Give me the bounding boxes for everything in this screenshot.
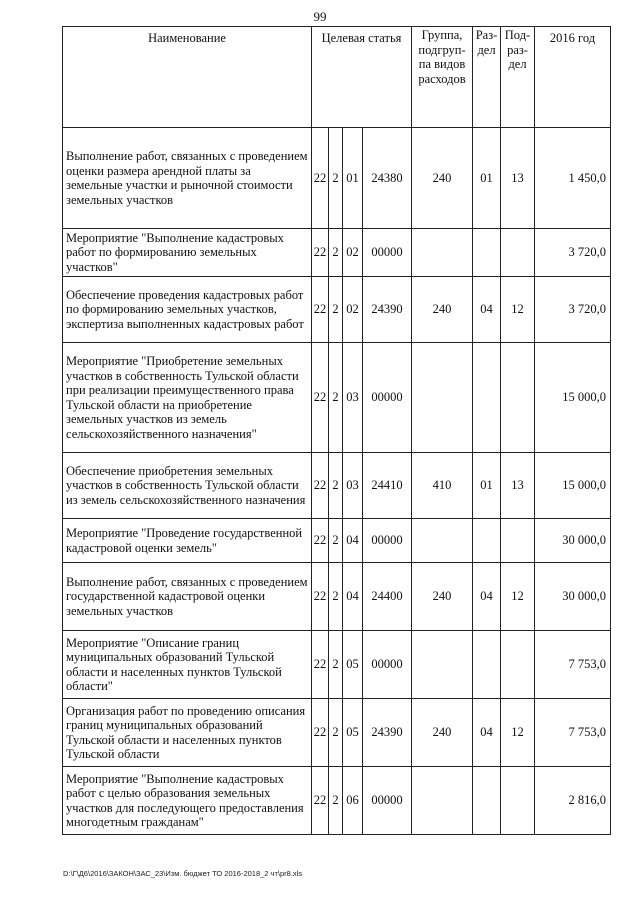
target-event: 06	[343, 767, 363, 835]
table-header-row	[63, 27, 611, 128]
subsection-code	[501, 343, 535, 453]
section-code	[473, 519, 501, 563]
target-program: 22	[312, 519, 329, 563]
section-code: 04	[473, 699, 501, 767]
target-direction: 00000	[363, 767, 412, 835]
target-program: 22	[312, 631, 329, 699]
target-event: 05	[343, 631, 363, 699]
subsection-code: 12	[501, 563, 535, 631]
target-event: 04	[343, 563, 363, 631]
target-event: 02	[343, 277, 363, 343]
row-name: Выполнение работ, связанных с проведением оценки размера арендной платы за земельные участки и рыночной стоимости земельных участков	[63, 128, 312, 229]
header-target: Целевая статья	[312, 27, 412, 128]
section-code: 01	[473, 128, 501, 229]
target-direction: 00000	[363, 229, 412, 277]
table-row	[63, 699, 611, 767]
target-program: 22	[312, 128, 329, 229]
table-row	[63, 767, 611, 835]
subsection-code: 13	[501, 453, 535, 519]
amount-2016: 3 720,0	[535, 277, 611, 343]
amount-2016: 30 000,0	[535, 519, 611, 563]
header-group: Группа, подгруп-па видов расходов	[412, 27, 473, 128]
target-subprogram: 2	[329, 767, 343, 835]
row-name: Мероприятие "Приобретение земельных участков в собственность Тульской области при реализации преимущественного права Тульской области на приобретение земельных участков из земель сельскохозяйственного назначения"	[63, 343, 312, 453]
amount-2016: 30 000,0	[535, 563, 611, 631]
target-direction: 24380	[363, 128, 412, 229]
section-code	[473, 229, 501, 277]
target-program: 22	[312, 699, 329, 767]
target-subprogram: 2	[329, 277, 343, 343]
expense-group: 410	[412, 453, 473, 519]
row-name: Выполнение работ, связанных с проведением государственной кадастровой оценки земельных участков	[63, 563, 312, 631]
target-program: 22	[312, 229, 329, 277]
subsection-code	[501, 229, 535, 277]
target-program: 22	[312, 277, 329, 343]
table-row	[63, 128, 611, 229]
target-program: 22	[312, 453, 329, 519]
subsection-code: 13	[501, 128, 535, 229]
footer-file-path: D:\Г\Д6\2016\ЗАКОН\ЗАС_23\Изм. бюджет ТО 2016-2018_2 чт\pr8.xls	[63, 869, 303, 878]
amount-2016: 1 450,0	[535, 128, 611, 229]
section-code: 04	[473, 277, 501, 343]
table-row	[63, 277, 611, 343]
target-subprogram: 2	[329, 229, 343, 277]
expense-group: 240	[412, 699, 473, 767]
target-program: 22	[312, 767, 329, 835]
table-row	[63, 631, 611, 699]
subsection-code	[501, 767, 535, 835]
target-subprogram: 2	[329, 563, 343, 631]
target-event: 05	[343, 699, 363, 767]
expense-group: 240	[412, 563, 473, 631]
page-number: 99	[313, 9, 327, 24]
target-program: 22	[312, 563, 329, 631]
expense-group	[412, 519, 473, 563]
header-subsection: Под-раз-дел	[501, 27, 535, 128]
header-year: 2016 год	[535, 27, 611, 128]
target-subprogram: 2	[329, 343, 343, 453]
row-name: Организация работ по проведению описания границ муниципальных образований Тульской области и населенных пунктов Тульской области	[63, 699, 312, 767]
table-row	[63, 229, 611, 277]
target-event: 03	[343, 343, 363, 453]
section-code: 04	[473, 563, 501, 631]
target-event: 02	[343, 229, 363, 277]
section-code	[473, 767, 501, 835]
row-name: Мероприятие "Выполнение кадастровых работ по формированию земельных участков"	[63, 229, 312, 277]
target-direction: 24390	[363, 699, 412, 767]
amount-2016: 15 000,0	[535, 343, 611, 453]
section-code	[473, 631, 501, 699]
expense-group	[412, 229, 473, 277]
target-direction: 00000	[363, 519, 412, 563]
table-row	[63, 343, 611, 453]
section-code	[473, 343, 501, 453]
target-subprogram: 2	[329, 519, 343, 563]
row-name: Обеспечение проведения кадастровых работ по формированию земельных участков, экспертиза выполненных кадастровых работ	[63, 277, 312, 343]
target-subprogram: 2	[329, 128, 343, 229]
expense-group	[412, 631, 473, 699]
amount-2016: 7 753,0	[535, 699, 611, 767]
target-event: 03	[343, 453, 363, 519]
amount-2016: 7 753,0	[535, 631, 611, 699]
amount-2016: 3 720,0	[535, 229, 611, 277]
target-direction: 00000	[363, 343, 412, 453]
table-row	[63, 563, 611, 631]
row-name: Обеспечение приобретения земельных участков в собственность Тульской области из земель сельскохозяйственного назначения	[63, 453, 312, 519]
expense-group	[412, 767, 473, 835]
header-name: Наименование	[63, 27, 312, 128]
section-code: 01	[473, 453, 501, 519]
subsection-code: 12	[501, 277, 535, 343]
table-row	[63, 519, 611, 563]
target-direction: 24410	[363, 453, 412, 519]
expense-group: 240	[412, 128, 473, 229]
target-subprogram: 2	[329, 631, 343, 699]
budget-table	[62, 26, 611, 835]
row-name: Мероприятие "Выполнение кадастровых работ с целью образования земельных участков для последующего предоставления многодетным гражданам"	[63, 767, 312, 835]
header-section: Раз-дел	[473, 27, 501, 128]
table-row	[63, 453, 611, 519]
target-event: 01	[343, 128, 363, 229]
row-name: Мероприятие "Проведение государственной кадастровой оценки земель"	[63, 519, 312, 563]
target-subprogram: 2	[329, 453, 343, 519]
amount-2016: 2 816,0	[535, 767, 611, 835]
target-direction: 00000	[363, 631, 412, 699]
row-name: Мероприятие "Описание границ муниципальных образований Тульской области и населенных пунктов Тульской области"	[63, 631, 312, 699]
subsection-code	[501, 631, 535, 699]
subsection-code: 12	[501, 699, 535, 767]
target-direction: 24390	[363, 277, 412, 343]
target-event: 04	[343, 519, 363, 563]
target-direction: 24400	[363, 563, 412, 631]
expense-group	[412, 343, 473, 453]
subsection-code	[501, 519, 535, 563]
amount-2016: 15 000,0	[535, 453, 611, 519]
target-subprogram: 2	[329, 699, 343, 767]
target-program: 22	[312, 343, 329, 453]
expense-group: 240	[412, 277, 473, 343]
